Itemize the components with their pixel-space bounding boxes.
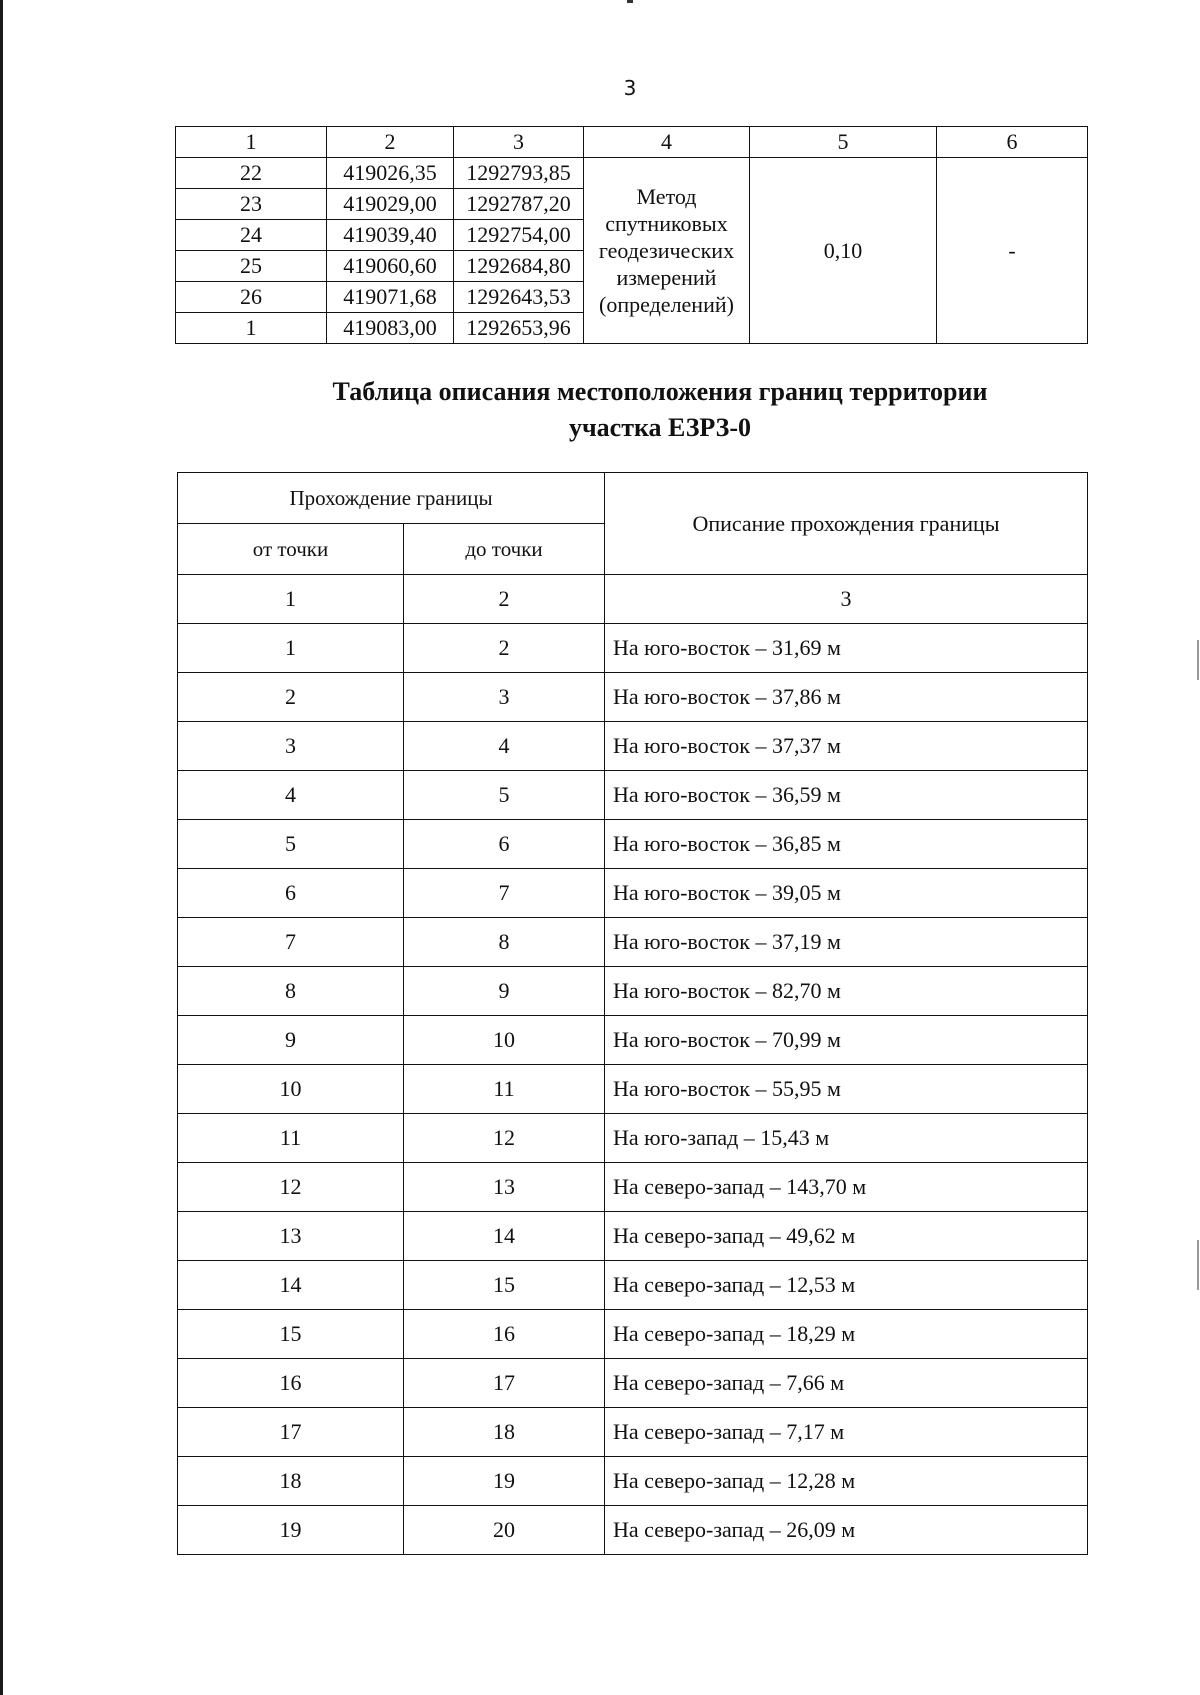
boundary-description: На юго-восток – 37,86 м (605, 673, 1088, 722)
coord-x: 419026,35 (327, 158, 454, 189)
table-row (178, 1408, 1088, 1457)
from-point: 8 (178, 967, 404, 1016)
group-header: Прохождение границы (178, 473, 605, 524)
table-row (178, 1212, 1088, 1261)
section-title-line: Таблица описания местоположения границ территории (332, 377, 988, 406)
from-point: 17 (178, 1408, 404, 1457)
from-point: 12 (178, 1163, 404, 1212)
boundary-description: На юго-восток – 70,99 м (605, 1016, 1088, 1065)
coord-y: 1292653,96 (454, 313, 584, 344)
to-point: 14 (404, 1212, 605, 1261)
coordinates-table (175, 126, 1088, 344)
column-number: 3 (605, 575, 1088, 624)
coord-y: 1292754,00 (454, 220, 584, 251)
from-point: 6 (178, 869, 404, 918)
coord-col-header: 3 (454, 127, 584, 158)
coord-x: 419083,00 (327, 313, 454, 344)
to-point: 4 (404, 722, 605, 771)
coord-x: 419060,60 (327, 251, 454, 282)
table-row (178, 1359, 1088, 1408)
to-point: 3 (404, 673, 605, 722)
accuracy-value: 0,10 (750, 158, 937, 344)
to-point: 6 (404, 820, 605, 869)
to-point: 16 (404, 1310, 605, 1359)
column-number: 2 (404, 575, 605, 624)
boundary-description: На юго-восток – 36,85 м (605, 820, 1088, 869)
to-point: 9 (404, 967, 605, 1016)
to-point-header: до точки (404, 524, 605, 575)
coord-col-header: 2 (327, 127, 454, 158)
table-row (178, 624, 1088, 673)
description-header: Описание прохождения границы (605, 473, 1088, 575)
to-point: 17 (404, 1359, 605, 1408)
table-row (178, 1114, 1088, 1163)
to-point: 7 (404, 869, 605, 918)
to-point: 2 (404, 624, 605, 673)
boundary-description: На северо-запад – 26,09 м (605, 1506, 1088, 1555)
table-row (178, 820, 1088, 869)
table-row (178, 1261, 1088, 1310)
coord-col-header: 1 (176, 127, 327, 158)
boundary-description-table (177, 472, 1088, 1555)
from-point: 2 (178, 673, 404, 722)
section-title-line: участка ЕЗРЗ-0 (568, 413, 752, 442)
boundary-description: На северо-запад – 7,17 м (605, 1408, 1088, 1457)
boundary-description: На юго-восток – 82,70 м (605, 967, 1088, 1016)
coordinates-header-row (176, 127, 1088, 158)
coord-col-header: 6 (937, 127, 1088, 158)
table-row (178, 1065, 1088, 1114)
scan-right-mark (1197, 1240, 1199, 1290)
coordinates-row (176, 158, 1088, 189)
table-row (178, 967, 1088, 1016)
from-point: 13 (178, 1212, 404, 1261)
from-point: 18 (178, 1457, 404, 1506)
from-point: 11 (178, 1114, 404, 1163)
boundary-description: На северо-запад – 12,28 м (605, 1457, 1088, 1506)
table-row (178, 771, 1088, 820)
coord-y: 1292684,80 (454, 251, 584, 282)
from-point: 9 (178, 1016, 404, 1065)
measurement-method: Метод спутниковых геодезических измерений (определений) (584, 158, 750, 344)
to-point: 18 (404, 1408, 605, 1457)
coord-x: 419029,00 (327, 189, 454, 220)
table-row (178, 673, 1088, 722)
boundary-description: На северо-запад – 18,29 м (605, 1310, 1088, 1359)
table-row (178, 1310, 1088, 1359)
note-value: - (937, 158, 1088, 344)
coord-y: 1292793,85 (454, 158, 584, 189)
section-title (290, 374, 1030, 446)
from-point: 14 (178, 1261, 404, 1310)
boundary-description: На юго-восток – 31,69 м (605, 624, 1088, 673)
scan-top-mark (627, 0, 633, 3)
from-point: 4 (178, 771, 404, 820)
coord-x: 419071,68 (327, 282, 454, 313)
boundary-description: На юго-восток – 55,95 м (605, 1065, 1088, 1114)
point-number: 22 (176, 158, 327, 189)
table-row (178, 722, 1088, 771)
to-point: 12 (404, 1114, 605, 1163)
point-number: 25 (176, 251, 327, 282)
boundary-description: На северо-запад – 12,53 м (605, 1261, 1088, 1310)
boundary-description: На северо-запад – 143,70 м (605, 1163, 1088, 1212)
coord-y: 1292643,53 (454, 282, 584, 313)
boundary-description: На северо-запад – 7,66 м (605, 1359, 1088, 1408)
boundary-description: На юго-восток – 39,05 м (605, 869, 1088, 918)
from-point: 15 (178, 1310, 404, 1359)
boundary-header-row (178, 473, 1088, 524)
table-row (178, 869, 1088, 918)
from-point: 3 (178, 722, 404, 771)
from-point: 10 (178, 1065, 404, 1114)
boundary-description: На северо-запад – 49,62 м (605, 1212, 1088, 1261)
scan-left-edge (0, 0, 3, 1695)
from-point-header: от точки (178, 524, 404, 575)
table-row (178, 918, 1088, 967)
column-number-row (178, 575, 1088, 624)
coord-col-header: 5 (750, 127, 937, 158)
table-row (178, 1457, 1088, 1506)
from-point: 19 (178, 1506, 404, 1555)
coord-y: 1292787,20 (454, 189, 584, 220)
to-point: 5 (404, 771, 605, 820)
point-number: 26 (176, 282, 327, 313)
to-point: 15 (404, 1261, 605, 1310)
table-row (178, 1163, 1088, 1212)
from-point: 5 (178, 820, 404, 869)
point-number: 1 (176, 313, 327, 344)
boundary-description: На юго-восток – 37,37 м (605, 722, 1088, 771)
from-point: 16 (178, 1359, 404, 1408)
boundary-description: На юго-восток – 37,19 м (605, 918, 1088, 967)
column-number: 1 (178, 575, 404, 624)
from-point: 7 (178, 918, 404, 967)
coord-x: 419039,40 (327, 220, 454, 251)
point-number: 23 (176, 189, 327, 220)
page-number: 3 (623, 76, 637, 100)
boundary-description: На юго-восток – 36,59 м (605, 771, 1088, 820)
to-point: 10 (404, 1016, 605, 1065)
point-number: 24 (176, 220, 327, 251)
table-row (178, 1016, 1088, 1065)
to-point: 13 (404, 1163, 605, 1212)
to-point: 11 (404, 1065, 605, 1114)
coord-col-header: 4 (584, 127, 750, 158)
scan-right-mark (1197, 640, 1199, 680)
to-point: 19 (404, 1457, 605, 1506)
boundary-description: На юго-запад – 15,43 м (605, 1114, 1088, 1163)
table-row (178, 1506, 1088, 1555)
to-point: 20 (404, 1506, 605, 1555)
to-point: 8 (404, 918, 605, 967)
from-point: 1 (178, 624, 404, 673)
